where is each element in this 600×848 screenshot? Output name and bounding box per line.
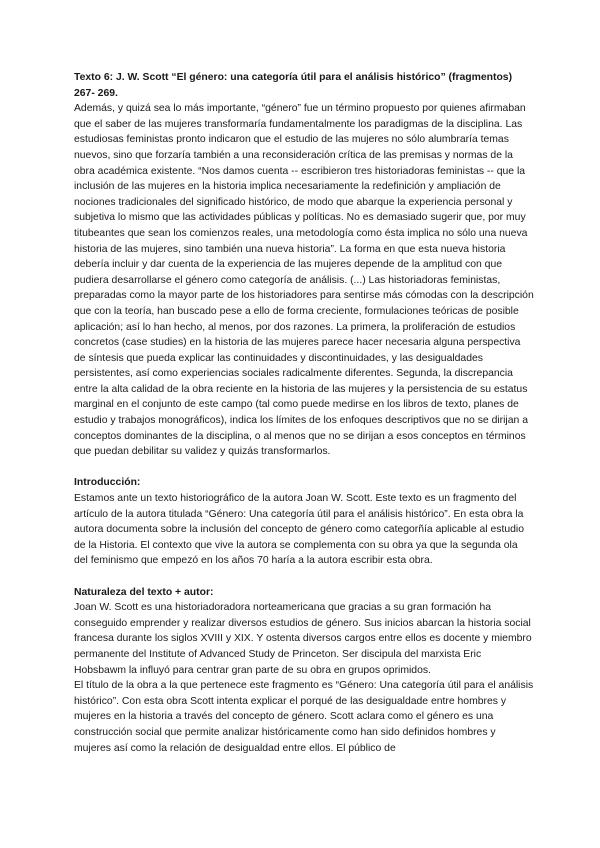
nature-paragraph-work: El título de la obra a la que pertenece este fragmento es “Género: Una categoría útil para el análisis histórico”. Con esta obra Scott intenta explicar el porqué de las desigualdade entre hombres y mujeres en la historia a través del concepto de género. Scott aclara como el género es una construcción social que permite analizar históricamente como han sido definidos hombres y mujeres así como la relación de desigualdad entre ellos. El público de	[74, 680, 534, 754]
quoted-fragment: Además, y quizá sea lo más importante, “género” fue un término propuesto por quienes afirmaban que el saber de las mujeres transformaría fundamentalmente los paradigmas de la disciplina. Las estudiosas feministas pronto indicaron que el estudio de las mujeres no sólo alumbraría temas nuevos, sino que forzaría también a una reconsideración crítica de las premisas y normas de la obra académica existente. “Nos damos cuenta -- escribieron tres historiadoras feministas -- que la inclusión de las mujeres en la historia implica necesariamente la redefinición y ampliación de nociones tradicionales del significado histórico, de modo que abarque la experiencia personal y subjetiva lo mismo que las actividades públicas y políticas. No es demasiado sugerir que, por muy titubeantes que sean los comienzos reales, una metodología como ésta implica no sólo una nueva historia de las mujeres, sino también una nueva historia”. La forma en que esta nueva historia debería incluir y dar cuenta de la experiencia de las mujeres depende de la amplitud con que pudiera desarrollarse el género como categoría de análisis. (...) Las historiadoras feministas, preparadas como la mayor parte de los historiadores para sentirse más cómodas con la descripción que con la teoría, han buscado pese a ello de forma creciente, formulaciones teóricas de posible aplicación; así lo han hecho, al menos, por dos razones. La primera, la proliferación de estudios concretos (case studies) en la historia de las mujeres parece hacer necesaria alguna perspectiva de síntesis que pueda explicar las continuidades y discontinuidades, y las desigualdades persistentes, así como experiencias sociales radicalmente diferentes. Segunda, la discrepancia entre la alta calidad de la obra reciente en la historia de las mujeres y la persistencia de su estatus marginal en el conjunto de este campo (tal como puede medirse en los libros de texto, planes de estudio y trabajos monográficos), indica los límites de los enfoques descriptivos que no se dirijan a conceptos dominantes de la disciplina, o al menos que no se dirijan a esos conceptos en términos que puedan debilitar su validez y quizás transformarlos.	[74, 103, 534, 458]
introduction-heading: Introducción:	[74, 477, 141, 489]
document-title: Texto 6: J. W. Scott “El género: una categoría útil para el análisis histórico” (fragmentos) 267- 269.	[74, 72, 513, 99]
introduction-paragraph: Estamos ante un texto historiográfico de la autora Joan W. Scott. Este texto es un fragmento del artículo de la autora titulada “Género: Una categoría útil para el análisis histórico”. En esta obra la autora documenta sobre la inclusión del concepto de género como categorñía aplicable al estudio de la Historia. El contexto que vive la autora se complementa con su obra ya que la segunda ola del feminismo que empezó en los años 70 haría a la autora escribir esta obra.	[74, 493, 524, 567]
paragraph-spacer	[74, 460, 534, 476]
document-body	[74, 70, 534, 756]
paragraph-spacer	[74, 569, 534, 585]
nature-paragraph-author: Joan W. Scott es una historiadoradora norteamericana que gracias a su gran formación ha conseguido emprender y realizar diversos estudios de género. Sus inicios abarcan la historia social francesa durante los siglos XVIII y XIX. Y ostenta diversos cargos entre ellos es docente y miembro permanente del Institute of Advanced Study de Princeton. Ser discipula del marxista Eric Hobsbawm la influyó para centrar gran parte de su obra en grupos oprimidos.	[74, 602, 532, 676]
nature-heading: Naturaleza del texto + autor:	[74, 586, 214, 598]
